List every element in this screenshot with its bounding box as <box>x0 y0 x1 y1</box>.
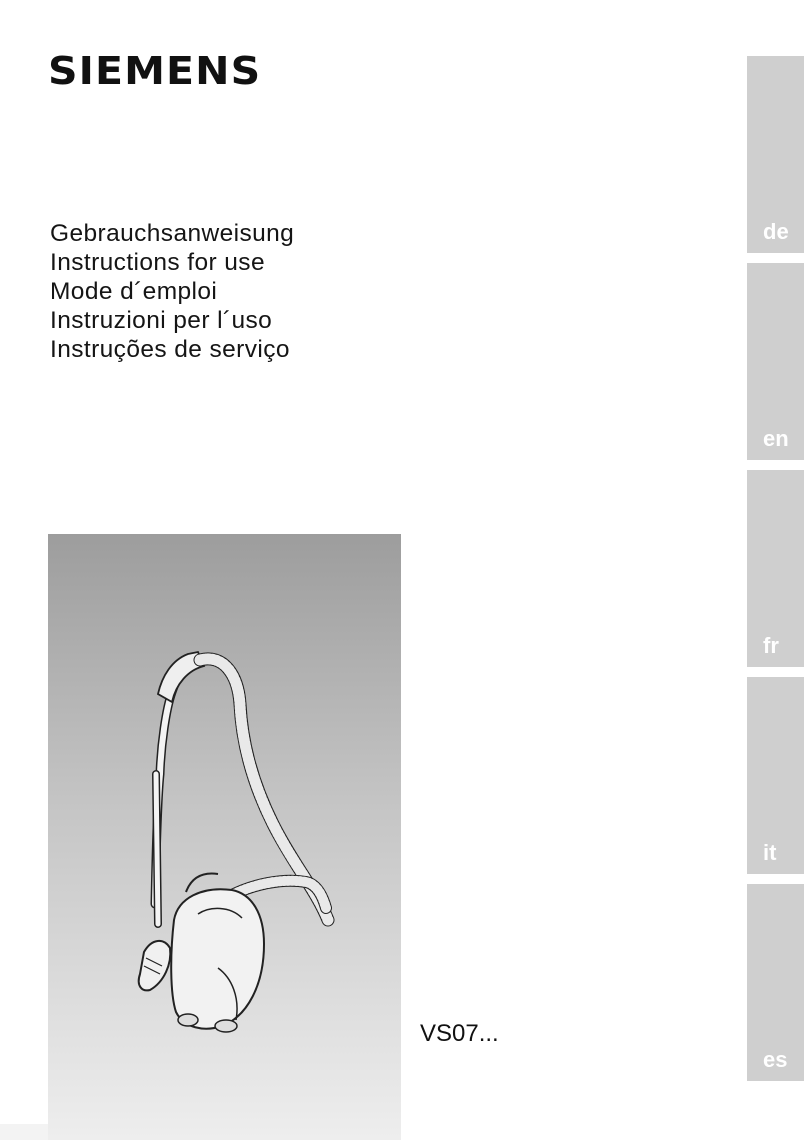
title-fr: Mode d´emploi <box>50 278 218 305</box>
language-tab-en[interactable]: en <box>747 263 804 460</box>
language-tab-fr[interactable]: fr <box>747 470 804 667</box>
title-de: Gebrauchsanweisung <box>50 220 295 247</box>
language-tab-es[interactable]: es <box>747 884 804 1081</box>
language-tab-de[interactable]: de <box>747 56 804 253</box>
product-image-panel <box>48 534 401 1140</box>
title-pt: Instruções de serviço <box>50 336 290 363</box>
bottom-edge-strip <box>0 1124 48 1140</box>
title-it: Instruzioni per l´uso <box>50 307 273 334</box>
manual-titles <box>50 219 294 364</box>
vacuum-cleaner-illustration <box>48 534 401 1140</box>
title-en: Instructions for use <box>50 249 265 276</box>
language-tab-it[interactable]: it <box>747 677 804 874</box>
model-number: VS07... <box>420 1020 499 1047</box>
siemens-logo: SIEMENS <box>48 49 262 93</box>
